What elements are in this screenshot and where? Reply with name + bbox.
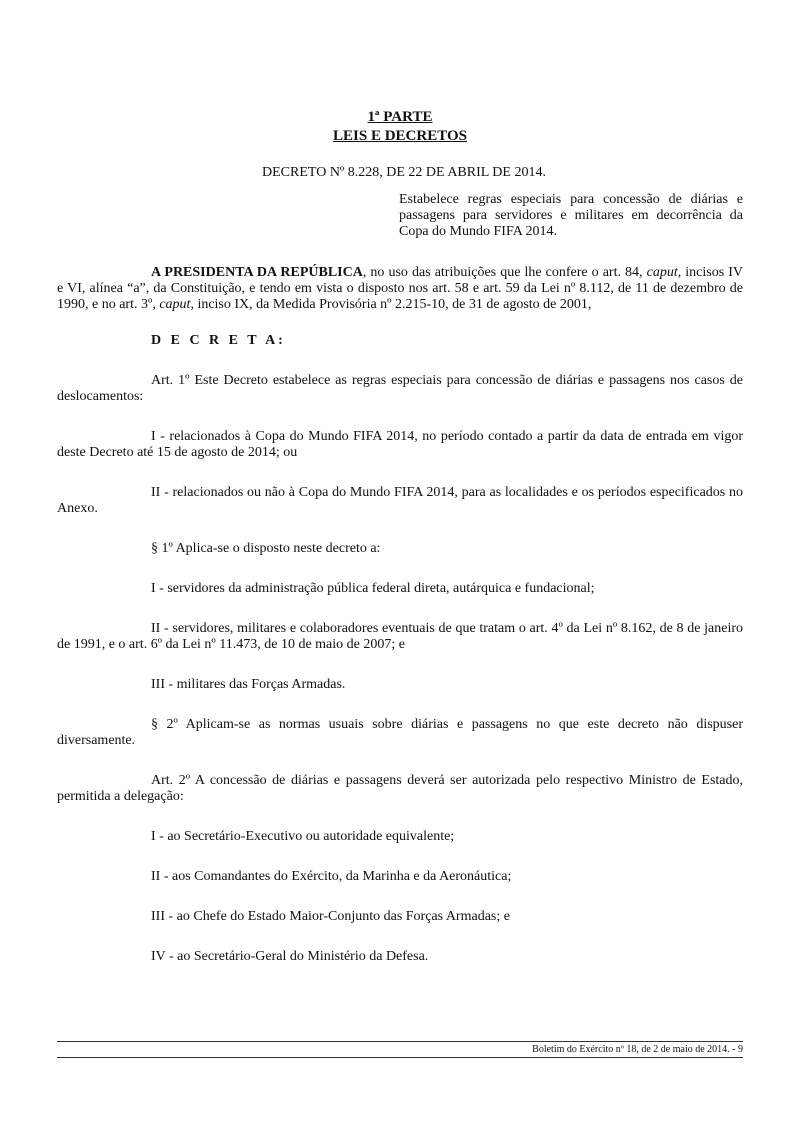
paragraph-1: § 1º Aplica-se o disposto neste decreto a: <box>151 541 381 556</box>
art-1: Art. 1º Este Decreto estabelece as regras especiais para concessão de diárias e passagens nos casos de deslocamentos: <box>57 373 743 404</box>
decreta-heading: D E C R E T A: <box>151 333 286 348</box>
art-2: Art. 2º A concessão de diárias e passagens deverá ser autorizada pelo respectivo Ministro de Estado, permitida a delegação: <box>57 773 743 804</box>
footer-citation: Boletim do Exército nº 18, de 2 de maio de 2014. - 9 <box>532 1044 743 1055</box>
paragraph-1-inciso-iii: III - militares das Forças Armadas. <box>151 677 346 692</box>
preamble-text-1: , no uso das atribuições que lhe confere o art. 84, <box>362 265 647 280</box>
paragraph-1-inciso-i: I - servidores da administração pública federal direta, autárquica e fundacional; <box>151 581 595 596</box>
preamble-text-2: , incisos IV e VI, alínea “a”, da Constituição, e tendo em vista o disposto nos art. 58 e art. 59 da Lei nº 8.112, de 11 de dezembro de 1990, e no art. 3º, <box>57 265 743 312</box>
decree-ementa: Estabelece regras especiais para concessão de diárias e passagens para servidores e militares em decorrência da Copa do Mundo FIFA 2014. <box>399 192 743 239</box>
art-2-inciso-iii: III - ao Chefe do Estado Maior-Conjunto das Forças Armadas; e <box>151 909 510 924</box>
footer-rule-top <box>57 1041 743 1042</box>
preamble-authority: A PRESIDENTA DA REPÚBLICA <box>151 265 363 280</box>
document-page <box>57 108 743 965</box>
paragraph-2: § 2º Aplicam-se as normas usuais sobre diárias e passagens no que este decreto não dispuser diversamente. <box>57 717 743 748</box>
art-2-inciso-i: I - ao Secretário-Executivo ou autoridade equivalente; <box>151 829 455 844</box>
art-2-inciso-iv: IV - ao Secretário-Geral do Ministério da Defesa. <box>151 949 429 964</box>
heading-part: 1ª PARTE <box>367 109 433 125</box>
footer-rule-bottom <box>57 1057 743 1058</box>
preamble <box>57 265 743 313</box>
preamble-caput-1: caput <box>646 265 678 280</box>
art-1-inciso-i: I - relacionados à Copa do Mundo FIFA 2014, no período contado a partir da data de entrada em vigor deste Decreto até 15 de agosto de 2014; ou <box>57 429 743 460</box>
decree-title: DECRETO Nº 8.228, DE 22 DE ABRIL DE 2014. <box>262 165 546 180</box>
art-2-inciso-ii: II - aos Comandantes do Exército, da Marinha e da Aeronáutica; <box>151 869 512 884</box>
paragraph-1-inciso-ii: II - servidores, militares e colaboradores eventuais de que tratam o art. 4º da Lei nº 8.162, de 8 de janeiro de 1991, e o art. 6º da Lei nº 11.473, de 10 de maio de 2007; e <box>57 621 743 652</box>
preamble-caput-2: caput <box>159 297 191 312</box>
art-1-inciso-ii: II - relacionados ou não à Copa do Mundo FIFA 2014, para as localidades e os períodos especificados no Anexo. <box>57 485 743 516</box>
preamble-text-3: , inciso IX, da Medida Provisória nº 2.215-10, de 31 de agosto de 2001, <box>190 297 592 312</box>
heading-section: LEIS E DECRETOS <box>333 128 467 144</box>
